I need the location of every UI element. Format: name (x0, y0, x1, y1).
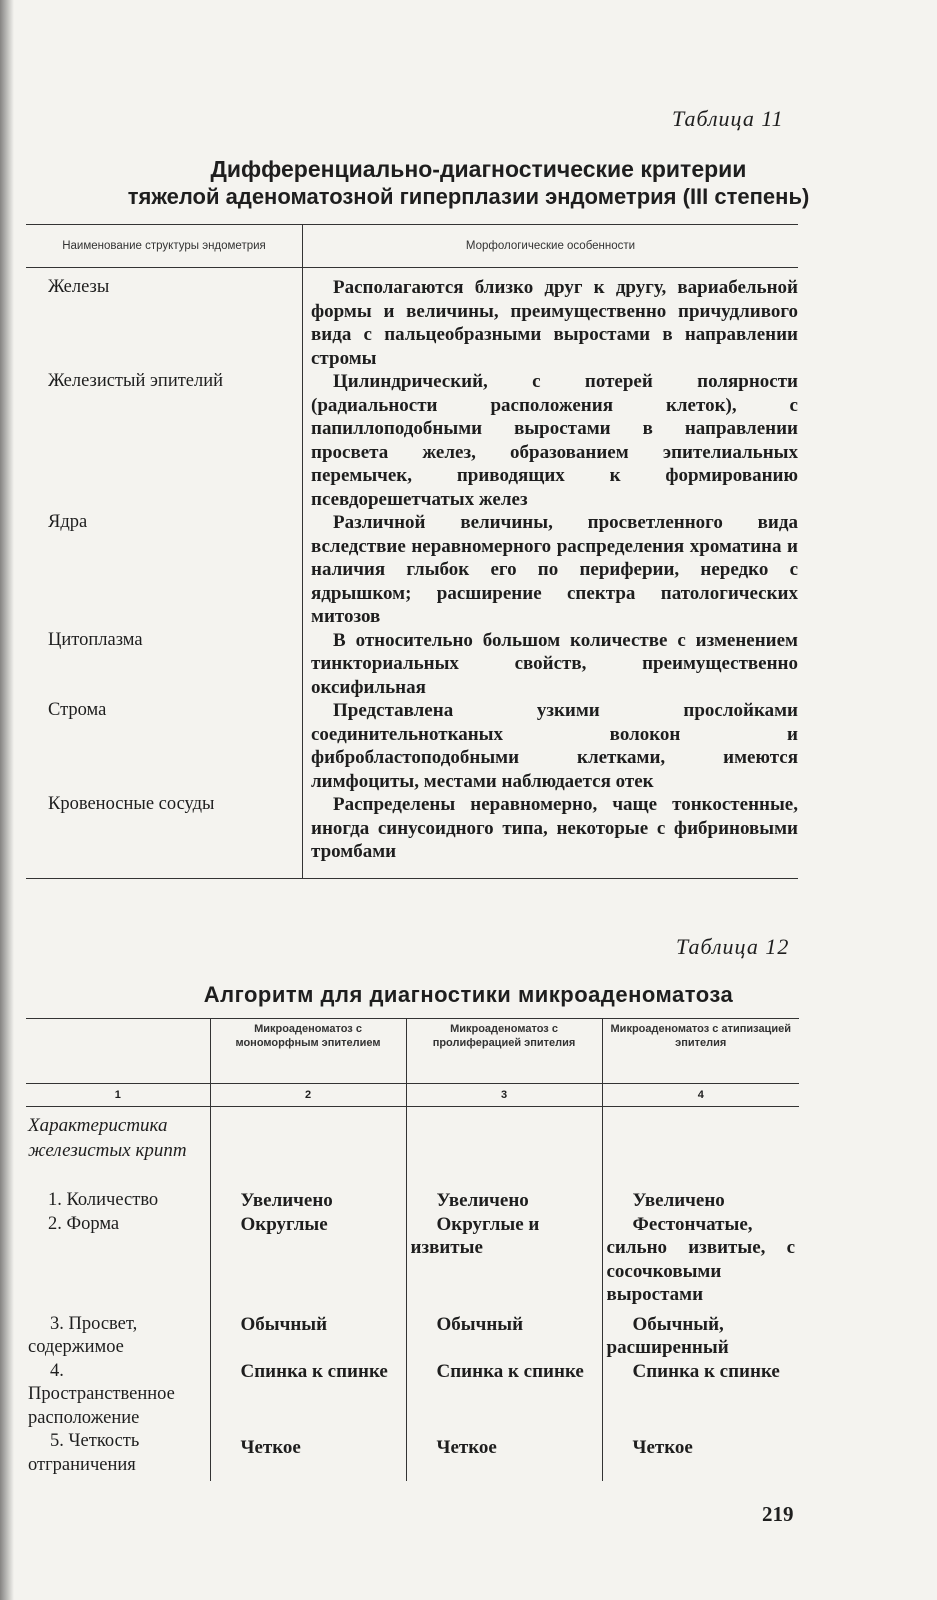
row-label: 4. Пространственное расположение (26, 1360, 210, 1431)
table-row (26, 370, 798, 511)
cell-value: Округлые (210, 1213, 406, 1313)
table12-number-row (26, 1084, 799, 1107)
table12-header-proliferation: Микроаденоматоз с пролиферацией эпителия (406, 1019, 602, 1084)
table11-label: Таблица 11 (672, 106, 784, 131)
structure-description: Различной величины, просветленного вида вследствие неравномерного распределения хроматина и наличия глыбок его по периферии, нередко с ядрышком; расширение спектра патологических митозов (311, 512, 798, 627)
cell-value: Обычный, расширенный (606, 1313, 729, 1358)
table-row (26, 629, 798, 700)
page-edge-shadow (0, 0, 14, 1600)
cell-value: Обычный (406, 1313, 602, 1360)
structure-name: Строма (26, 699, 303, 793)
column-number: 1 (26, 1084, 210, 1107)
table12-header-empty (26, 1019, 210, 1084)
table12-title: Алгоритм для диагностики микроаденоматоза (203, 982, 734, 1007)
cell-value: Четкое (210, 1430, 406, 1481)
table12 (26, 1018, 799, 1481)
table-row (26, 1360, 799, 1431)
table-row (26, 511, 798, 629)
table11-col2-header: Морфологические особенности (303, 225, 799, 268)
table-row (26, 1189, 799, 1213)
empty-cell (210, 1107, 406, 1190)
column-number: 4 (602, 1084, 799, 1107)
cell-value: Спинка к спинке (632, 1360, 780, 1382)
cell-value: Обычный (210, 1313, 406, 1360)
cell-value: Фестончатые, сильно извитые, с сосочковыми выростами (606, 1213, 795, 1305)
cell-value: Увеличено (406, 1189, 602, 1213)
structure-name: Железистый эпителий (26, 370, 303, 511)
table11-header-row (26, 225, 798, 268)
table12-section-row (26, 1107, 799, 1190)
empty-cell (406, 1107, 602, 1190)
table12-header-row (26, 1019, 799, 1084)
structure-description: Представлена узкими прослойками соединительнотканых волокон и фибробластоподобными клетками, имеются лимфоциты, местами наблюдается отек (311, 700, 798, 792)
cell-value: Округлые и извитые (406, 1213, 602, 1313)
structure-name: Кровеносные сосуды (26, 793, 303, 878)
empty-cell (602, 1107, 799, 1190)
structure-description: Цилиндрический, с потерей полярности (радиальности расположения клеток), с папиллоподобными выростами в направлении просвета желез, образованием эпителиальных перемычек, приводящих к формированию псевдорешетчатых желез (311, 371, 798, 510)
row-label: 1. Количество (26, 1189, 210, 1213)
structure-name: Цитоплазма (26, 629, 303, 700)
table-row (26, 1313, 799, 1360)
structure-description: Располагаются близко друг к другу, вариабельной формы и величины, преимущественно причудливого вида с пальцеобразными выростами в направлении стромы (311, 277, 798, 369)
table-row (26, 699, 798, 793)
table11 (26, 224, 798, 879)
structure-name: Железы (26, 268, 303, 371)
table-row (26, 1430, 799, 1481)
table-row (26, 793, 798, 878)
cell-value: Увеличено (632, 1190, 725, 1211)
cell-value: Четкое (632, 1437, 693, 1458)
table11-title-line2: тяжелой аденоматозной гиперплазии эндометрия (III степень) (127, 184, 810, 209)
column-number: 3 (406, 1084, 602, 1107)
structure-name: Ядра (26, 511, 303, 629)
column-number: 2 (210, 1084, 406, 1107)
row-label: 5. Четкость отграничения (26, 1430, 210, 1481)
section-heading: Характеристика железистых крипт (26, 1107, 210, 1190)
cell-value: Спинка к спинке (210, 1360, 406, 1431)
structure-description: Распределены неравномерно, чаще тонкостенные, иногда синусоидного типа, некоторые с фибриновыми тромбами (303, 793, 799, 878)
table11-col1-header: Наименование структуры эндометрия (26, 225, 303, 268)
table11-title-line1: Дифференциально-диагностические критерии (210, 156, 747, 182)
cell-value: Четкое (406, 1430, 602, 1481)
table12-header-monomorphic: Микроаденоматоз с мономорфным эпителием (210, 1019, 406, 1084)
structure-description: В относительно большом количестве с изменением тинкториальных свойств, преимущественно оксифильная (311, 629, 798, 698)
row-label: 3. Просвет, содержимое (26, 1313, 210, 1360)
table12-label: Таблица 12 (676, 934, 790, 959)
row-label: 2. Форма (26, 1213, 210, 1313)
table-row (26, 1213, 799, 1313)
cell-value: Увеличено (210, 1189, 406, 1213)
cell-value: Спинка к спинке (406, 1360, 602, 1431)
table12-header-atypia: Микроаденоматоз с атипизацией эпителия (602, 1019, 799, 1084)
table-row (26, 268, 798, 371)
page-number: 219 (762, 1502, 794, 1526)
